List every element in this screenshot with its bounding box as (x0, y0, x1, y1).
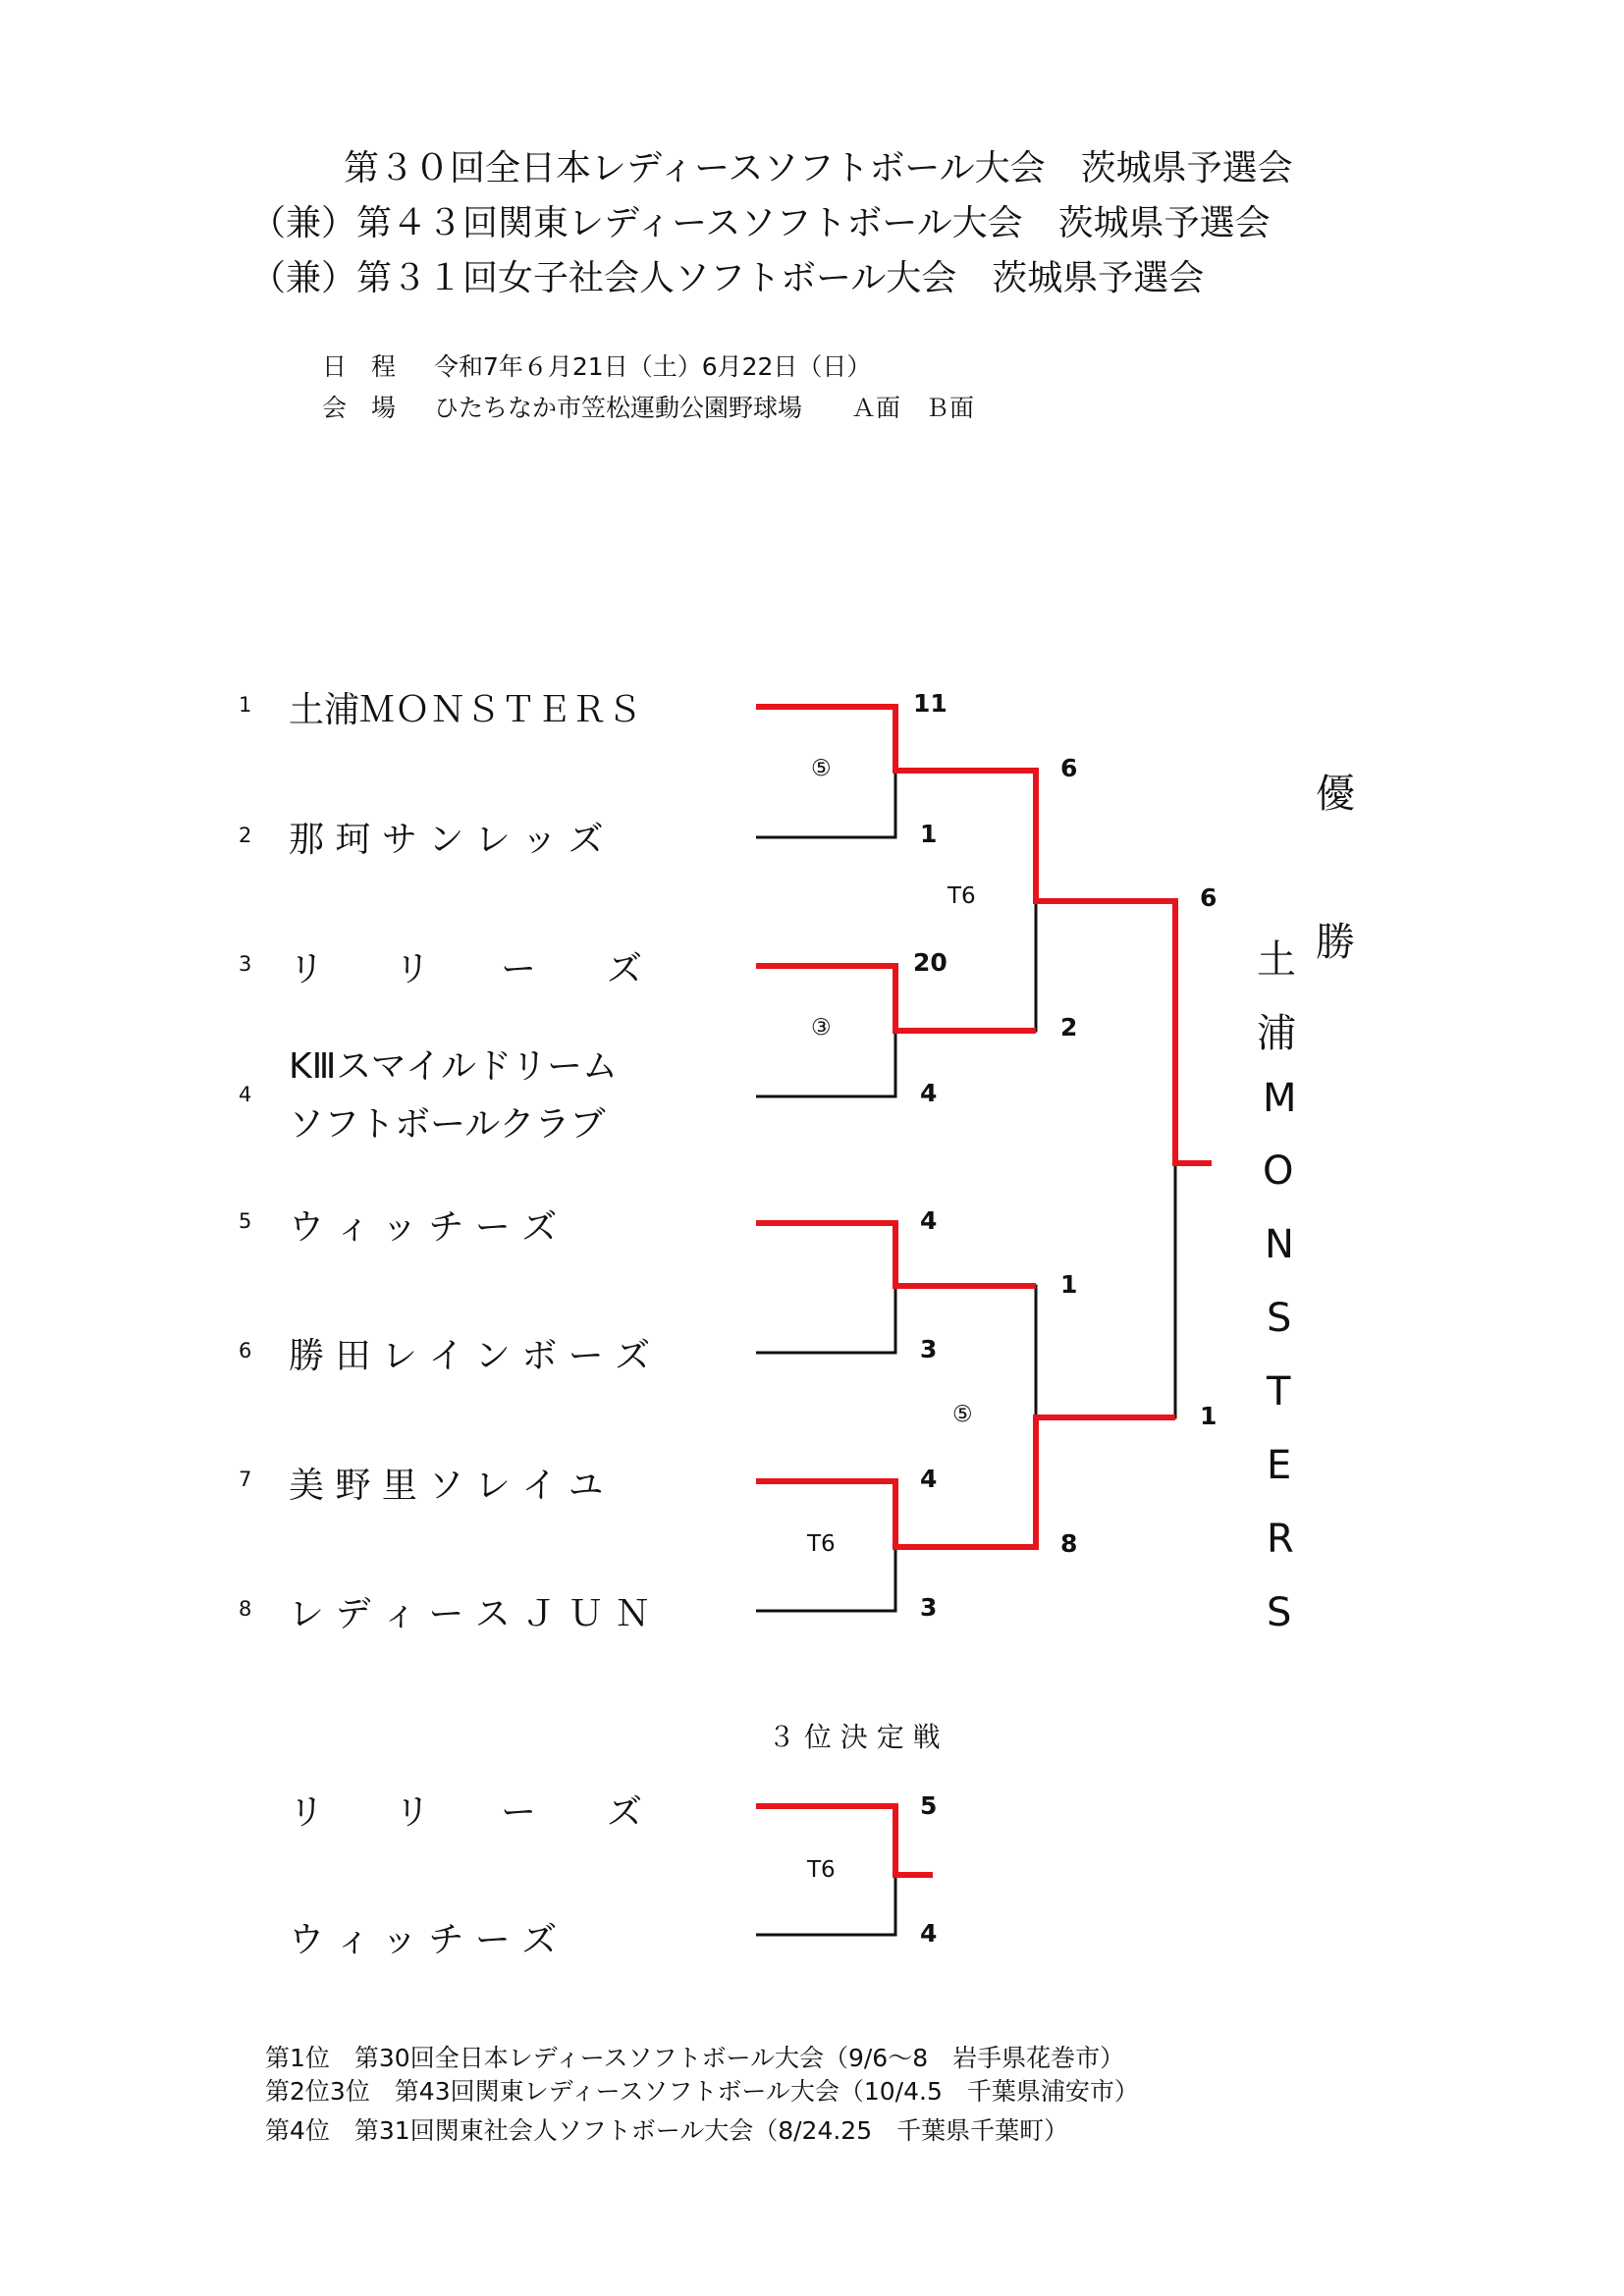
semi-1-top-score: 6 (1060, 754, 1078, 782)
team-name-6: 勝 田 レ イ ン ボ ー ズ (289, 1336, 651, 1376)
third-place-bottom-score: 4 (920, 1919, 938, 1948)
schedule-label: 日 程 (322, 352, 397, 381)
r1-m1-top-score: 11 (913, 689, 947, 718)
team-name-1: 土浦ＭＯＮＳＴＥＲＳ (289, 690, 643, 730)
champion-name-char-7: T (1267, 1369, 1291, 1415)
title-line-3: （兼）第３１回女子社会人ソフトボール大会 茨城県予選会 (250, 258, 1205, 298)
champion-label-char-1: 優 (1316, 772, 1355, 817)
line-3rd-bottom (756, 1875, 895, 1935)
venue-label: 会 場 (322, 394, 397, 422)
champion-name-char-6: S (1267, 1296, 1292, 1341)
team-name-7: 美 野 里 ソ レ イ ユ (289, 1466, 604, 1506)
title-line-1: 第３０回全日本レディースソフトボール大会 茨城県予選会 (344, 148, 1293, 188)
team-name-2: 那 珂 サ ン レ ッ ズ (289, 820, 604, 860)
team-name-8: レ デ ィ ー ス Ｊ Ｕ Ｎ (289, 1594, 651, 1634)
third-place-top-team: リ リ ー ズ (289, 1792, 643, 1833)
r1-m2-note: ③ (811, 1015, 832, 1041)
loser-lines (756, 771, 1175, 1935)
line-team5 (756, 1223, 1036, 1286)
line-team6 (756, 1286, 895, 1353)
champion-name-char-3: M (1263, 1076, 1297, 1121)
third-place-note: T6 (807, 1857, 836, 1883)
r1-m3-bottom-score: 3 (920, 1335, 938, 1363)
line-team3 (756, 966, 1036, 1031)
r1-m2-bottom-score: 4 (920, 1079, 938, 1107)
r1-m2-top-score: 20 (913, 948, 947, 977)
line-semi2-top (895, 1286, 1036, 1417)
r1-m4-top-score: 4 (920, 1465, 938, 1493)
team-name-4-line2: ソフトボールクラブ (289, 1104, 606, 1145)
champion-name-char-9: R (1267, 1517, 1294, 1562)
footer-line-2: 第2位3位 第43回関東レディースソフトボール大会（10/4.5 千葉県浦安市） (265, 2077, 1139, 2106)
champion-label-char-2: 勝 (1316, 920, 1355, 965)
semi-1-bottom-score: 2 (1060, 1013, 1078, 1041)
third-place-bottom-team: ウ ィ ッ チ ー ズ (289, 1920, 558, 1960)
line-team7 (756, 1417, 1175, 1547)
semi-2-note: ⑤ (952, 1402, 973, 1427)
seed-4: 4 (239, 1083, 252, 1106)
schedule-value: 令和7年６月21日（土）6月22日（日） (434, 352, 872, 381)
r1-m4-bottom-score: 3 (920, 1593, 938, 1622)
r1-m4-note: T6 (807, 1531, 836, 1557)
seed-6: 6 (239, 1339, 252, 1362)
footer-line-1: 第1位 第30回全日本レディースソフトボール大会（9/6～8 岩手県花巻市） (265, 2044, 1125, 2072)
champion-name-char-2: 浦 (1257, 1011, 1296, 1056)
champion-name-char-4: O (1263, 1148, 1294, 1194)
semi-2-top-score: 1 (1060, 1270, 1078, 1299)
champion-name-char-1: 土 (1257, 937, 1296, 983)
third-place-title: ３ 位 決 定 戦 (768, 1721, 941, 1753)
r1-m1-note: ⑤ (811, 756, 832, 781)
seed-7: 7 (239, 1468, 252, 1491)
seed-8: 8 (239, 1597, 252, 1621)
line-team4 (756, 1031, 895, 1096)
champion-name-char-5: N (1265, 1222, 1294, 1267)
seed-3: 3 (239, 952, 252, 976)
team-name-5: ウ ィ ッ チ ー ズ (289, 1207, 558, 1248)
line-3rd-top (756, 1806, 933, 1875)
team-name-3: リ リ ー ズ (289, 949, 643, 989)
seed-1: 1 (239, 693, 252, 717)
r1-m1-bottom-score: 1 (920, 820, 938, 848)
seed-5: 5 (239, 1209, 252, 1233)
r1-m3-top-score: 4 (920, 1206, 938, 1235)
venue-value: ひたちなか市笠松運動公園野球場 Ａ面 Ｂ面 (434, 394, 975, 422)
final-bottom-score: 1 (1200, 1402, 1218, 1430)
line-final-bottom (1036, 1163, 1175, 1417)
team-name-4: KⅢスマイルドリーム (289, 1046, 618, 1087)
title-line-2: （兼）第４３回関東レディースソフトボール大会 茨城県予選会 (250, 203, 1271, 243)
final-top-score: 6 (1200, 883, 1218, 912)
semi-2-bottom-score: 8 (1060, 1529, 1078, 1558)
seed-2: 2 (239, 824, 252, 847)
semi-1-note: T6 (947, 883, 976, 909)
footer-line-3: 第4位 第31回関東社会人ソフトボール大会（8/24.25 千葉県千葉町） (265, 2116, 1069, 2145)
third-place-top-score: 5 (920, 1791, 938, 1820)
champion-name-char-8: E (1267, 1443, 1292, 1488)
champion-name-char-10: S (1267, 1590, 1292, 1635)
winner-lines (756, 707, 1212, 1875)
